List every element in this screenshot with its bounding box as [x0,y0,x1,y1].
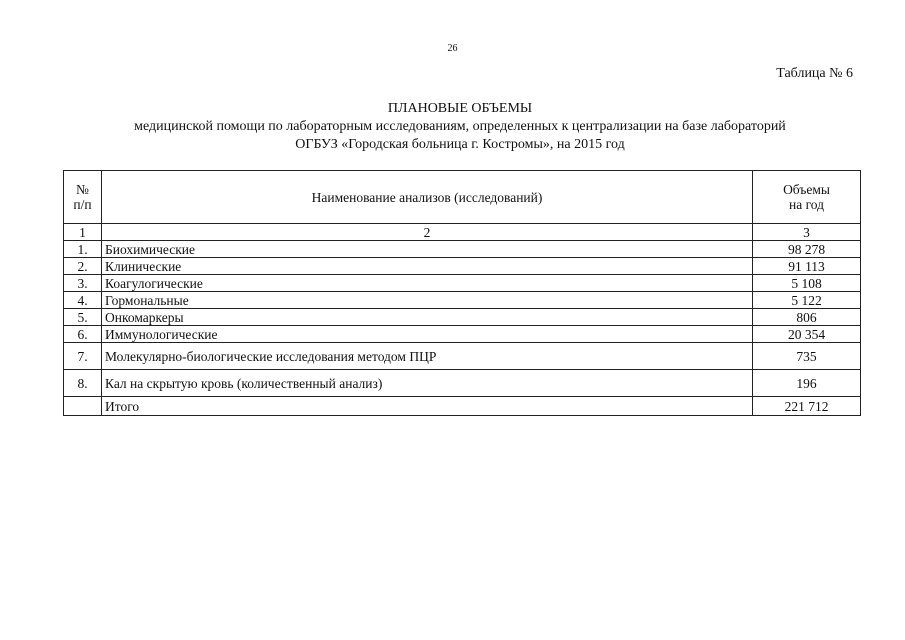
row-volume: 98 278 [753,241,861,258]
header-volume-line2: на год [788,197,825,212]
row-volume: 91 113 [753,258,861,275]
table-header-row [64,171,861,224]
header-number-line1: № [76,182,89,197]
total-row [64,397,861,416]
page-number: 26 [447,43,458,54]
row-number: 1. [64,241,102,258]
row-number: 2. [64,258,102,275]
row-volume: 20 354 [753,326,861,343]
row-analysis-name: Онкомаркеры [102,309,753,326]
column-index-row [64,224,861,241]
row-number: 3. [64,275,102,292]
column-index-2: 2 [102,224,753,241]
table-row [64,258,861,275]
row-analysis-name: Клинические [102,258,753,275]
table-row [64,309,861,326]
header-analysis-name: Наименование анализов (исследований) [102,171,753,224]
row-analysis-name: Иммунологические [102,326,753,343]
row-volume: 5 122 [753,292,861,309]
total-label: Итого [102,397,753,416]
header-volume-line1: Объемы [783,182,830,197]
document-heading [60,100,860,154]
table-label: Таблица № 6 [776,66,853,81]
row-number: 7. [64,343,102,370]
row-analysis-name: Кал на скрытую кровь (количественный анализ) [102,370,753,397]
row-analysis-name: Молекулярно-биологические исследования методом ПЦР [102,343,753,370]
row-number: 4. [64,292,102,309]
heading-title: ПЛАНОВЫЕ ОБЪЕМЫ [387,101,533,116]
row-number: 6. [64,326,102,343]
column-index-1: 1 [64,224,102,241]
table-row [64,343,861,370]
row-number: 8. [64,370,102,397]
row-number: 5. [64,309,102,326]
planned-volumes-table [63,170,861,416]
row-volume: 735 [753,343,861,370]
table-row [64,326,861,343]
row-analysis-name: Биохимические [102,241,753,258]
row-analysis-name: Коагулогические [102,275,753,292]
heading-subtitle: медицинской помощи по лабораторным исследованиям, определенных к централизации на базе лабораторий [134,119,786,134]
table-row [64,292,861,309]
column-index-3: 3 [753,224,861,241]
header-annual-volume [753,171,861,224]
table-row [64,275,861,292]
header-number-line2: п/п [73,197,92,212]
header-number [64,171,102,224]
row-volume: 806 [753,309,861,326]
total-row-number [64,397,102,416]
table-row [64,241,861,258]
row-analysis-name: Гормональные [102,292,753,309]
total-volume: 221 712 [753,397,861,416]
table-row [64,370,861,397]
heading-organization: ОГБУЗ «Городская больница г. Костромы», на 2015 год [295,137,625,152]
row-volume: 5 108 [753,275,861,292]
row-volume: 196 [753,370,861,397]
